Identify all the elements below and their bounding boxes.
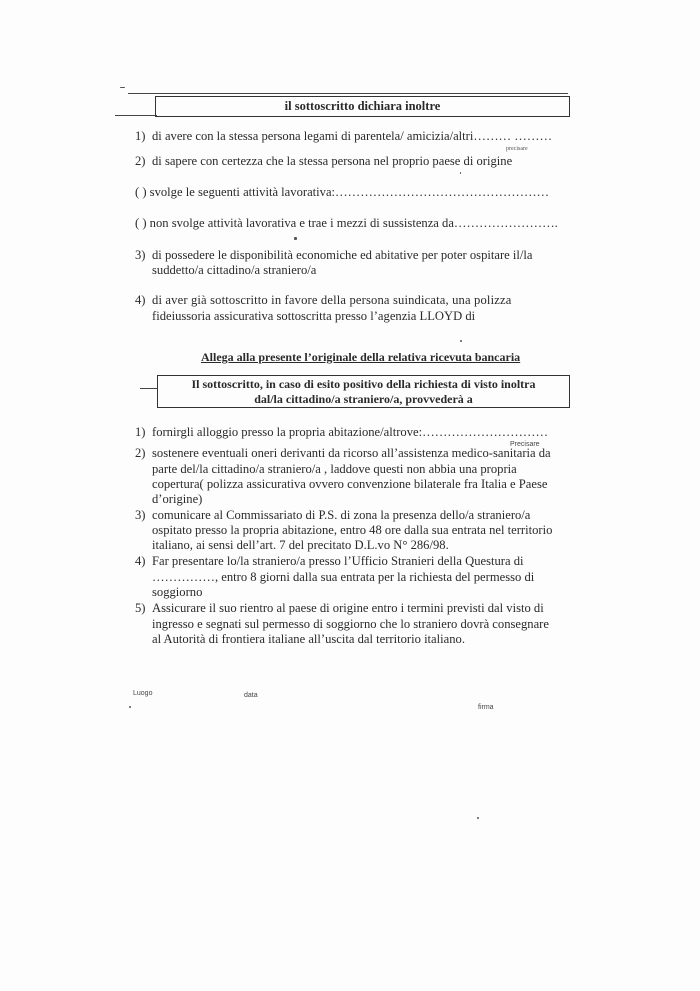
decl-1-num: 1): [135, 129, 146, 143]
header-title: il sottoscritto dichiara inoltre: [284, 99, 441, 113]
decl-1-text: di avere con la stessa persona legami di parentela/ amicizia/altri……… ………: [152, 129, 553, 143]
obl-1-num: 1): [135, 425, 146, 439]
obl-5-line1: Assicurare il suo rientro al paese di origine entro i termini previsti dal visto di: [152, 601, 544, 615]
commitment-left-rule: [140, 388, 157, 389]
obl-3-line1: comunicare al Commissariato di P.S. di zona la presenza dello/a straniero/a: [152, 508, 531, 522]
decl-4-line1: di aver già sottoscritto in favore della persona suindicata, una polizza: [152, 293, 512, 307]
obl-4-line3: soggiorno: [152, 585, 203, 599]
decl-4-line2: fideiussoria assicurativa sottoscritta presso l’agenzia LLOYD di: [152, 309, 476, 323]
decl-2-text: di sapere con certezza che la stessa persona nel proprio paese di origine: [152, 154, 513, 168]
decl-3-num: 3): [135, 248, 146, 262]
commitment-box: [157, 375, 570, 408]
precisare-note: precisare: [506, 146, 528, 152]
scan-speck: [294, 237, 297, 240]
scan-speck: [129, 706, 131, 708]
obl-3-line2: ospitato presso la propria abitazione, entro 48 ore dalla sua entrata nel territorio: [152, 523, 553, 537]
precisare-note-2: Precisare: [510, 441, 540, 448]
obl-5-num: 5): [135, 601, 146, 615]
decl-option-not-working: ( ) non svolge attività lavorativa e trae i mezzi di sussistenza da…………………….: [135, 216, 558, 230]
obl-2-line1: sostenere eventuali oneri derivanti da ricorso all’assistenza medico-sanitaria da: [152, 446, 551, 460]
scan-speck: [120, 87, 125, 88]
header-left-rule: [115, 115, 157, 116]
scan-speck: [460, 340, 462, 342]
header-top-rule: [128, 93, 568, 94]
scan-speck: [477, 817, 479, 819]
obl-1-line: fornirgli alloggio presso la propria abitazione/altrove:…………………………: [152, 425, 549, 439]
commitment-line1: Il sottoscritto, in caso di esito positivo della richiesta di visto inoltra: [191, 377, 536, 391]
obl-2-line3: copertura( polizza assicurativa ovvero convenzione bilaterale fra Italia e Paese: [152, 477, 548, 491]
header-box: [155, 96, 570, 117]
obl-3-line3: italiano, ai sensi dell’art. 7 del precitato D.L.vo N° 286/98.: [152, 538, 449, 552]
scan-speck: [460, 172, 461, 174]
obl-4-line2: ……………, entro 8 giorni dalla sua entrata per la richiesta del permesso di: [152, 570, 535, 584]
footer-data: data: [244, 692, 258, 699]
obl-5-line2: ingresso e segnati sul permesso di soggiorno che lo straniero dovrà consegnare: [152, 617, 549, 631]
decl-3-line1: di possedere le disponibilità economiche ed abitative per poter ospitare il/la: [152, 248, 533, 262]
decl-4-num: 4): [135, 293, 146, 307]
obl-5-line3: al Autorità di frontiera italiane all’uscita dal territorio italiano.: [152, 632, 465, 646]
decl-2-num: 2): [135, 154, 146, 168]
obl-2-line2: parte del/la cittadino/a straniero/a , laddove questi non abbia una propria: [152, 462, 517, 476]
obl-2-line4: d’origine): [152, 492, 203, 506]
decl-3-line2: suddetto/a cittadino/a straniero/a: [152, 263, 317, 277]
allega-note: Allega alla presente l’originale della relativa ricevuta bancaria: [201, 350, 521, 364]
footer-luogo: Luogo: [133, 690, 153, 697]
footer-firma: firma: [478, 704, 494, 711]
obl-4-line1: Far presentare lo/la straniero/a presso l’Ufficio Stranieri della Questura di: [152, 554, 524, 568]
decl-option-working: ( ) svolge le seguenti attività lavorativa:……………………………………………: [135, 185, 550, 199]
obl-3-num: 3): [135, 508, 146, 522]
obl-4-num: 4): [135, 554, 146, 568]
commitment-line2: dal/la cittadino/a straniero/a, provvederà a: [254, 391, 473, 406]
obl-2-num: 2): [135, 446, 146, 460]
